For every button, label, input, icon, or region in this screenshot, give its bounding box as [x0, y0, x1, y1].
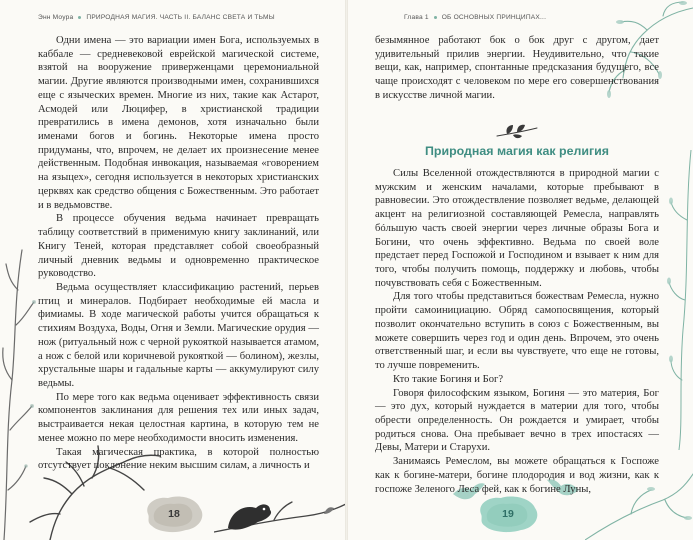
separator-dot: [78, 16, 81, 19]
paragraph: Одни имена — это вариации имен Бога, используемых в каббале — средневековой еврейской магической системе, взятой на вооружение приверженцами церемониальной магии. Другие являются производными имен, сохранившихся еще с языческих времен. Многие из них, такие как Астарот, Асмодей или Люцифер, в христианской традиции превратились в имена демонов, хотя изначально были именами богов и богинь. Некоторые имена просто придуманы, что, впрочем, не делает их произнесение менее действенным. Подобная инвокация, называемая «говорением на языцех», сегодня используется в некоторых христианских церквях как средство общения с Божественным. Это работает и в ведьмовстве.: [38, 35, 319, 211]
paragraph: Для того чтобы представиться божествам Ремесла, нужно пройти самоинициацию. Обряд самопосвящения, который позволит окончательно вступить в союз с Божественным, вы можете совершить через год и один день. Впрочем, это очень ответственный шаг, и если вы чувствуете, что еще не готовы, то лучше повременить.: [375, 291, 659, 372]
leaf-ornament-icon: [493, 124, 543, 140]
paragraph: Говоря философским языком, Богиня — это материя, Бог — это дух, который нуждается в материи для того, чтобы обрести определенность. Он рождается и умирает, чтобы родиться снова. Она пребывает вечно в трех ипостасях — Девы, Матери и Старухи.: [375, 387, 659, 454]
paragraph: Кто такие Богиня и Бог?: [393, 373, 504, 385]
paragraph: В процессе обучения ведьма начинает превращать таблицу соответствий в применимую книгу заклинаний, или Книгу Теней, которая представляет собой своеобразный личный дневник ведьмы и одновременно практическое руководство.: [38, 213, 319, 280]
section-heading: Природная магия как религия: [424, 144, 609, 158]
vine-illustration-side: [665, 150, 693, 450]
running-head-right: [404, 14, 546, 21]
paragraph: Занимаясь Ремеслом, вы можете обращаться к Госпоже как к богине-матери, богине плодородия и вод жизни, как к госпоже Зеленого Леса фей, как к богине Луны,: [375, 456, 659, 495]
running-head-left: [38, 14, 275, 21]
book-title: ПРИРОДНАЯ МАГИЯ. ЧАСТЬ II. БАЛАНС СВЕТА И ТЬМЫ: [86, 14, 275, 21]
paragraph: Ведьма осуществляет классификацию растений, перьев птиц и минералов. Подбирает необходимые ей масла и фимиамы. В ходе магической работы учится обращаться к стихиям Воздуха, Воды, Огня и Земли. Магические орудия — нож (ритуальный нож с черной рукояткой называется атамом, а нож с белой или коричневой рукояткой — болином), жезлы, хрустальные шары и гадальные карты — аккумулируют силу ведьмы.: [38, 281, 319, 389]
paragraph: Силы Вселенной отождествляются в природной магии с мужским и женским началами, которые пребывают в равновесии. Это отождествление позволяет ведьме, делающей акцент на религиозной составляющей Ремесла, направлять бóльшую часть своей энергии через личные образы Бога и Богини, что очень эффективно. Ведьма по своей воле предстает перед Госпожой и Господином и взывает к ним для того, чтобы получить помощь, поддержку и любовь, чтобы почувствовать себя с Божественным.: [375, 168, 659, 289]
page-number: 19: [502, 508, 514, 520]
left-page: [0, 0, 346, 540]
right-page-top-text: [375, 34, 659, 103]
right-page: [347, 0, 693, 540]
paragraph: Такая магическая практика, в которой полностью отсутствует поклонение неким высшим силам, а личность и: [38, 446, 319, 472]
left-page-body: [38, 34, 319, 473]
right-page-body: [375, 167, 659, 496]
bird-on-branch-illustration: [214, 470, 346, 540]
chapter-label: Глава 1: [404, 14, 429, 21]
paragraph: По мере того как ведьма оценивает эффективность связи компонентов заклинания для решения тех или иных задач, выстраивается некая целостная картина, в которую тем не менее можно по мере необходимости вносить изменения.: [38, 391, 319, 444]
page-number: 18: [168, 508, 180, 520]
author-name: Энн Моура: [38, 14, 74, 21]
chapter-title: ОБ ОСНОВНЫХ ПРИНЦИПАХ...: [441, 14, 547, 21]
separator-dot: [434, 16, 437, 19]
paragraph: безымянное работают бок о бок друг с другом, дает удивительный прилив энергии. Неудивительно, что такие вещи, как, например, спонтанные предсказания будущего, все чаще происходят с человеком по мере его совершенствования в искусстве личной магии.: [375, 35, 659, 101]
